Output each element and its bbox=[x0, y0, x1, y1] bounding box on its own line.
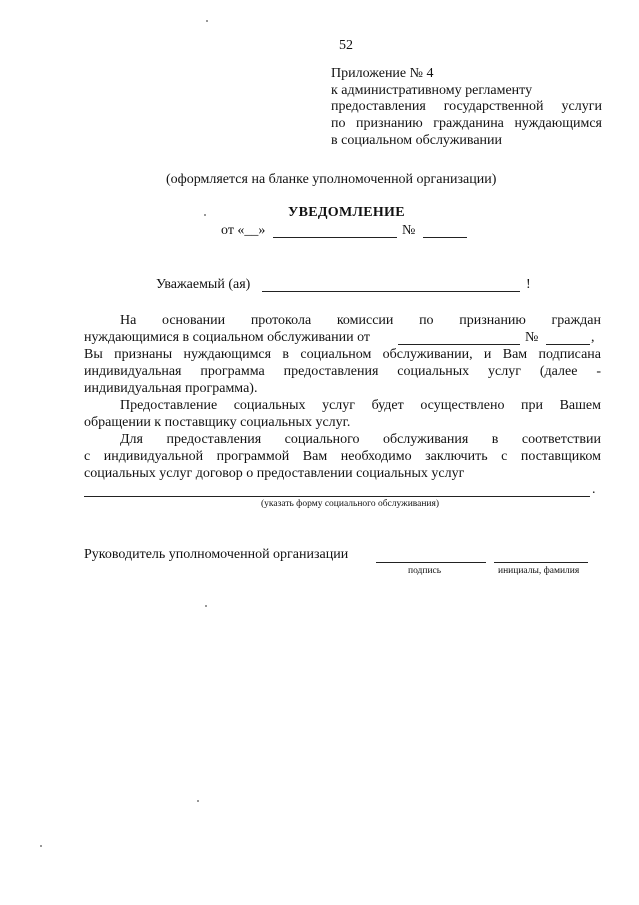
signature-blank bbox=[376, 562, 486, 563]
scan-speck bbox=[197, 800, 199, 802]
appendix-line: к административному регламенту bbox=[331, 83, 533, 98]
salutation-end-mark: ! bbox=[526, 277, 531, 292]
signature-label: Руководитель уполномоченной организации bbox=[84, 547, 349, 562]
protocol-number-sign: № bbox=[525, 330, 539, 345]
service-form-blank bbox=[84, 496, 590, 497]
paragraph-line: с индивидуальной программой Вам необходимо заключить с поставщиком bbox=[84, 449, 601, 464]
scan-speck bbox=[204, 214, 206, 216]
name-blank bbox=[494, 562, 588, 563]
scan-speck bbox=[40, 845, 42, 847]
paragraph-line: Для предоставления социального обслуживания в соответствии bbox=[120, 432, 601, 447]
name-caption: инициалы, фамилия bbox=[498, 566, 580, 576]
scan-speck bbox=[206, 20, 208, 22]
paragraph-line: нуждающимися в социальном обслуживании от bbox=[84, 330, 371, 345]
service-form-caption: (указать форму социального обслуживания) bbox=[261, 499, 440, 509]
appendix-line: в социальном обслуживании bbox=[331, 133, 503, 148]
recipient-name-blank bbox=[262, 291, 520, 292]
paragraph-line: индивидуальная программа). bbox=[84, 381, 258, 396]
number-blank bbox=[423, 237, 467, 238]
paragraph-line: На основании протокола комиссии по признанию граждан bbox=[120, 313, 601, 328]
appendix-line: по признанию гражданина нуждающимся bbox=[331, 116, 602, 131]
protocol-date-blank bbox=[398, 344, 520, 345]
blank-note: (оформляется на бланке уполномоченной организации) bbox=[166, 172, 497, 187]
paragraph-line: обращении к поставщику социальных услуг. bbox=[84, 415, 351, 430]
salutation-text: Уважаемый (ая) bbox=[156, 277, 251, 292]
signature-caption: подпись bbox=[408, 566, 442, 576]
date-blank bbox=[273, 237, 397, 238]
appendix-line: предоставления государственной услуги bbox=[331, 99, 602, 114]
scan-speck bbox=[205, 605, 207, 607]
date-prefix: от «__» bbox=[221, 223, 266, 238]
protocol-number-blank bbox=[546, 344, 590, 345]
number-sign: № bbox=[402, 223, 416, 238]
paragraph-line: социальных услуг договор о предоставлении социальных услуг bbox=[84, 466, 465, 481]
paragraph-line: Вы признаны нуждающимся в социальном обслуживании, и Вам подписана bbox=[84, 347, 601, 362]
page-number: 52 bbox=[339, 38, 353, 53]
comma: , bbox=[591, 330, 595, 345]
paragraph-line: Предоставление социальных услуг будет осуществлено при Вашем bbox=[120, 398, 601, 413]
paragraph-line: индивидуальная программа предоставления социальных услуг (далее - bbox=[84, 364, 601, 379]
service-form-end-mark: . bbox=[592, 482, 596, 497]
document-title: УВЕДОМЛЕНИЕ bbox=[288, 205, 405, 220]
appendix-line: Приложение № 4 bbox=[331, 66, 434, 81]
